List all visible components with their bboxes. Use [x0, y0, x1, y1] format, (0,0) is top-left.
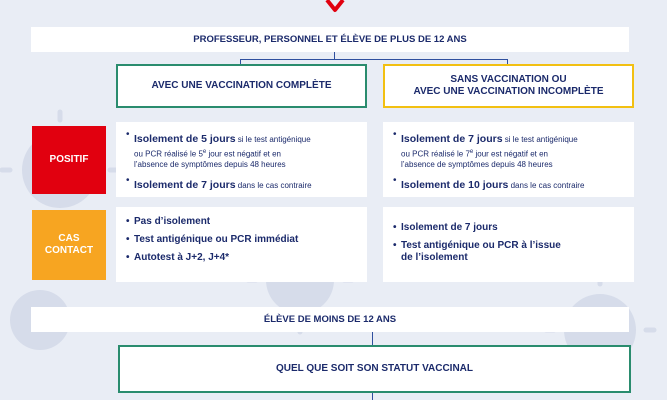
item-text: si le test antigénique — [235, 135, 311, 144]
column-header-unvaccinated — [383, 64, 634, 108]
item-text: dans le cas contraire — [235, 180, 312, 190]
item-text: • Pas d’isolement — [134, 216, 211, 227]
item-text: • Test antigénique ou PCR immédiat — [134, 234, 299, 245]
row-label-positive — [32, 126, 106, 194]
superscript: e — [469, 149, 474, 155]
section-title-text: ÉLÈVE DE MOINS DE 12 ANS — [263, 314, 397, 325]
connector-line — [372, 332, 373, 345]
column-header-unvaccinated-line2: AVEC UNE VACCINATION INCOMPLÈTE — [413, 86, 604, 97]
item-text: • Autotest à J+2, J+4* — [134, 252, 230, 263]
connector-line — [240, 59, 508, 60]
list-item — [126, 175, 359, 193]
item-text: ou PCR réalisé le 5 — [134, 149, 203, 159]
item-text: l’absence de symptômes depuis 48 heures — [134, 159, 286, 169]
flow-arrow-icon — [323, 0, 347, 14]
row-label-contact-line1: CAS — [58, 233, 80, 244]
superscript: e — [202, 149, 207, 155]
vaccination-status-text: QUEL QUE SOIT SON STATUT VACCINAL — [275, 363, 474, 374]
item-head: Isolement de 7 jours — [401, 133, 503, 145]
item-text: • Test antigénique ou PCR à l’issue — [401, 240, 561, 251]
column-header-unvaccinated-line1: SANS VACCINATION OU — [450, 74, 567, 85]
list-item — [393, 129, 626, 170]
connector-line — [372, 393, 373, 400]
item-text: dans le cas contraire — [508, 180, 585, 190]
column-header-vaccinated-text: AVEC UNE VACCINATION COMPLÈTE — [151, 80, 332, 91]
item-head: Isolement de 5 jours — [134, 133, 236, 145]
cell-contact-unvaccinated — [383, 207, 634, 282]
row-label-contact — [32, 210, 106, 280]
column-header-vaccinated — [116, 64, 367, 108]
item-text: jour est négatif et en — [206, 149, 281, 159]
row-label-contact-line2: CONTACT — [44, 245, 94, 256]
item-text: ou PCR réalisé le 7 — [401, 149, 470, 159]
section-title-under-12 — [31, 307, 629, 332]
item-text: de l’isolement — [401, 252, 468, 263]
list-item — [126, 129, 359, 170]
item-text: • Isolement de 7 jours — [401, 222, 498, 233]
item-text: jour est négatif et en — [473, 149, 548, 159]
section-title-over-12 — [31, 27, 629, 52]
vaccination-status-box — [118, 345, 631, 393]
list-item — [393, 222, 626, 234]
row-label-positive-text: POSITIF — [49, 154, 89, 165]
item-head: Isolement de 10 jours — [401, 178, 509, 191]
list-item — [126, 216, 359, 228]
list-item — [126, 234, 359, 246]
item-head: Isolement de 7 jours — [134, 178, 236, 191]
item-text: l’absence de symptômes depuis 48 heures — [401, 159, 553, 169]
cell-positive-vaccinated — [116, 122, 367, 197]
cell-contact-vaccinated — [116, 207, 367, 282]
list-item — [393, 175, 626, 193]
section-title-text: PROFESSEUR, PERSONNEL ET ÉLÈVE DE PLUS DE 12 ANS — [193, 34, 467, 45]
list-item — [126, 252, 359, 264]
list-item — [393, 240, 626, 264]
cell-positive-unvaccinated — [383, 122, 634, 197]
item-text: si le test antigénique — [502, 135, 578, 144]
